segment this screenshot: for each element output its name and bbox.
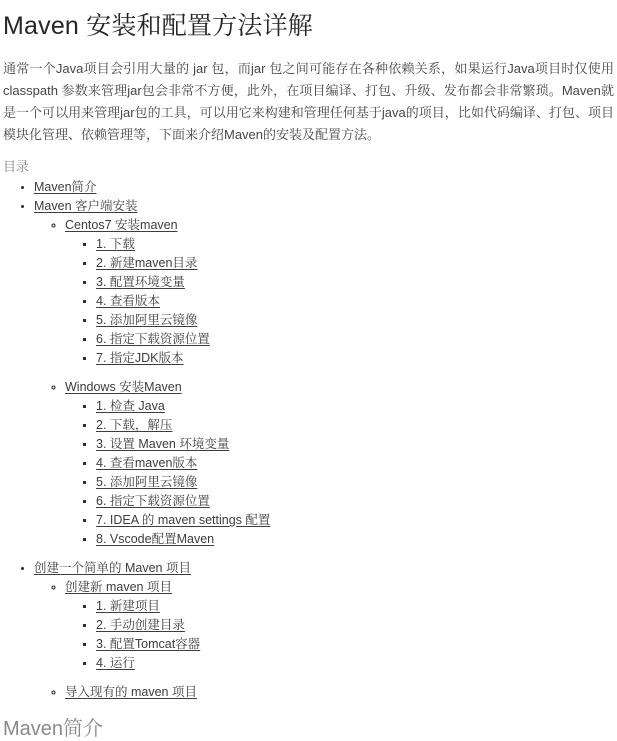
- toc-link[interactable]: 1. 检查 Java: [96, 399, 165, 413]
- toc-link[interactable]: 5. 添加阿里云镜像: [96, 313, 198, 327]
- intro-paragraph: 通常一个Java项目会引用大量的 jar 包，而jar 包之间可能存在各种依赖关系，如果运行Java项目时仅使用classpath 参数来管理jar包会非常不方便，此外，在项目编译、打包、升级、发布都会非常繁琐。Maven就是一个可以用来管理jar包的工具，可以用它来构建和管理任何基于java的项目，比如代码编译、打包、项目模块化管理、依赖管理等，下面来介绍Maven的安装及配置方法。: [3, 61, 614, 142]
- toc-link[interactable]: 4. 运行: [96, 656, 135, 670]
- toc-link[interactable]: 3. 配置Tomcat容器: [96, 637, 201, 651]
- toc-item: [96, 349, 614, 368]
- toc-list-level-2: [34, 216, 614, 549]
- toc-item: [96, 635, 614, 654]
- toc-item: [96, 597, 614, 616]
- toc-item: [96, 616, 614, 635]
- toc-item: [34, 197, 614, 549]
- toc-link[interactable]: Maven简介: [34, 180, 97, 194]
- toc-item: [65, 683, 614, 702]
- toc-link[interactable]: 8. Vscode配置Maven: [96, 532, 215, 546]
- toc-item: [96, 435, 614, 454]
- toc-link[interactable]: 4. 查看maven版本: [96, 456, 198, 470]
- toc-item: [96, 473, 614, 492]
- toc-item: [96, 311, 614, 330]
- toc-item: [96, 511, 614, 530]
- toc-link[interactable]: 7. 指定JDK版本: [96, 351, 184, 365]
- toc-item: [96, 235, 614, 254]
- toc-item: [96, 530, 614, 549]
- toc-item: [96, 254, 614, 273]
- toc-link[interactable]: Centos7 安装maven: [65, 218, 178, 232]
- toc-link[interactable]: Maven 客户端安装: [34, 199, 138, 213]
- toc-link[interactable]: 6. 指定下载资源位置: [96, 494, 210, 508]
- toc-item: [65, 578, 614, 673]
- toc-item: [96, 397, 614, 416]
- toc-link[interactable]: 创建一个简单的 Maven 项目: [34, 561, 191, 575]
- toc-link[interactable]: 创建新 maven 项目: [65, 580, 172, 594]
- toc-link[interactable]: 2. 新建maven目录: [96, 256, 198, 270]
- toc-link[interactable]: Windows 安装Maven: [65, 380, 182, 394]
- toc-item: [65, 378, 614, 549]
- toc-item: [96, 292, 614, 311]
- toc-link[interactable]: 3. 设置 Maven 环境变量: [96, 437, 230, 451]
- toc-list-level-3: [65, 235, 614, 368]
- toc-item: [96, 273, 614, 292]
- toc-link[interactable]: 1. 下载: [96, 237, 135, 251]
- toc-link[interactable]: 7. IDEA 的 maven settings 配置: [96, 513, 271, 527]
- toc-list-level-2: [34, 578, 614, 702]
- table-of-contents: [3, 178, 614, 702]
- toc-item: [96, 492, 614, 511]
- toc-list-level-3: [65, 597, 614, 673]
- toc-link[interactable]: 5. 添加阿里云镜像: [96, 475, 198, 489]
- toc-item: [96, 654, 614, 673]
- toc-link[interactable]: 2. 下载，解压: [96, 418, 173, 432]
- toc-link[interactable]: 2. 手动创建目录: [96, 618, 185, 632]
- toc-link[interactable]: 4. 查看版本: [96, 294, 160, 308]
- toc-link[interactable]: 1. 新建项目: [96, 599, 160, 613]
- toc-label: 目录: [3, 159, 30, 174]
- toc-link[interactable]: 3. 配置环境变量: [96, 275, 185, 289]
- toc-item: [96, 330, 614, 349]
- toc-link[interactable]: 6. 指定下载资源位置: [96, 332, 210, 346]
- toc-list-level-1: [3, 178, 614, 702]
- section-heading-cutoff: Maven简介: [3, 718, 104, 740]
- toc-link[interactable]: 导入现有的 maven 项目: [65, 685, 197, 699]
- page-title: Maven 安装和配置方法详解: [3, 12, 313, 40]
- toc-list-level-3: [65, 397, 614, 549]
- toc-item: [34, 178, 614, 197]
- toc-item: [96, 454, 614, 473]
- toc-item: [34, 559, 614, 702]
- toc-item: [96, 416, 614, 435]
- toc-item: [65, 216, 614, 368]
